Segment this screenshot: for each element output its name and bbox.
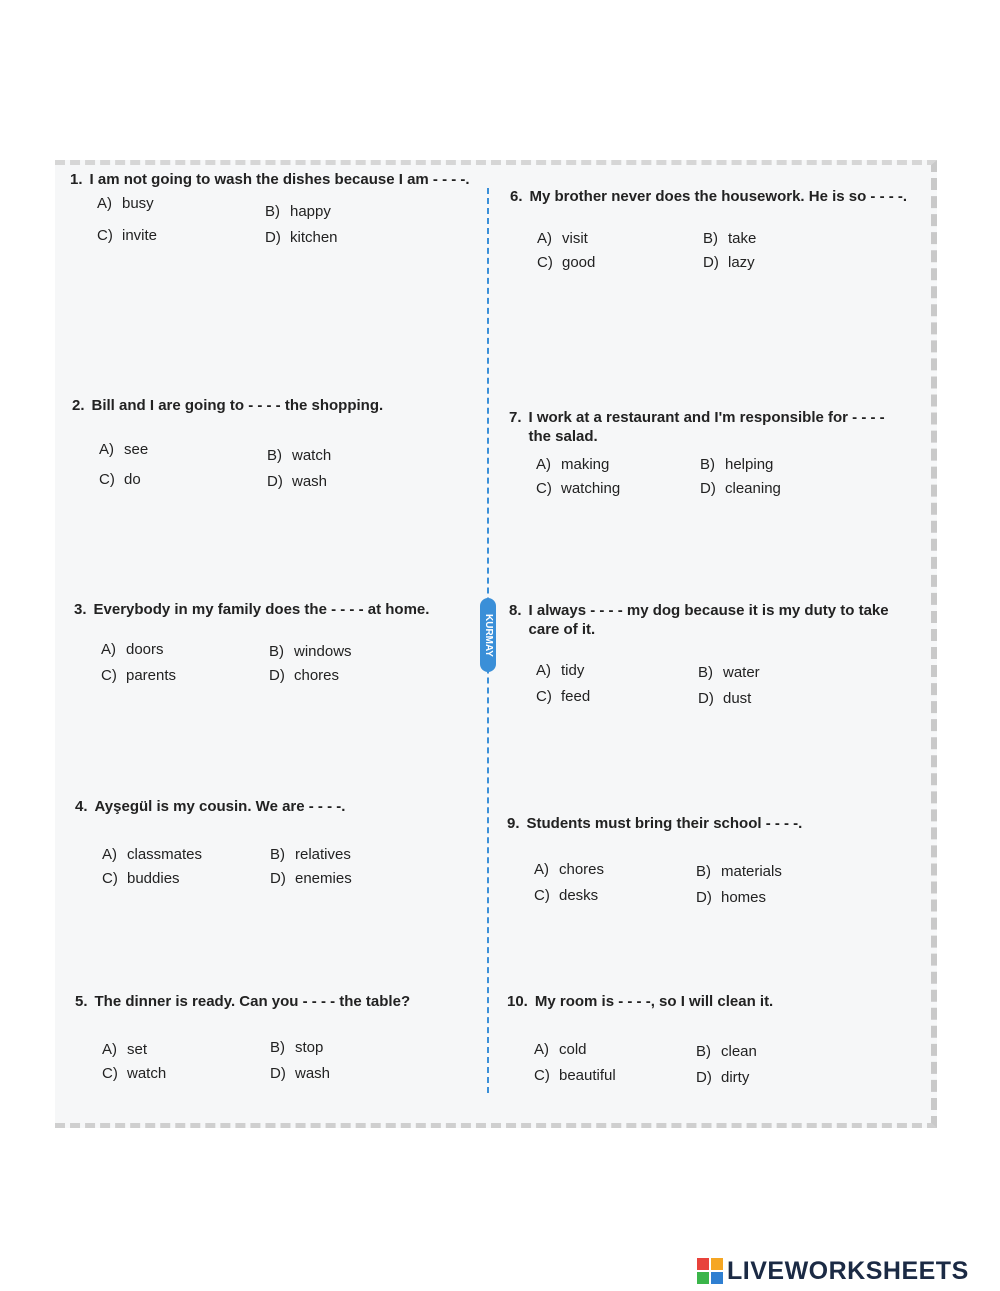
option-a[interactable]: A) visit — [537, 230, 588, 247]
option-d[interactable]: D) dirty — [696, 1069, 750, 1086]
option-c[interactable]: C) desks — [534, 887, 599, 904]
option-b[interactable]: B) happy — [265, 203, 331, 220]
option-d[interactable]: D) dust — [698, 690, 752, 707]
question-number: 5. — [75, 993, 88, 1010]
question-stem: Ayşegül is my cousin. We are - - - -. — [94, 798, 346, 815]
option-d[interactable]: D) wash — [267, 473, 328, 490]
question-number: 6. — [510, 188, 523, 205]
option-c[interactable]: C) beautiful — [534, 1067, 616, 1084]
question-number: 2. — [72, 397, 85, 414]
question-stem: Bill and I are going to - - - - the shopping. — [91, 397, 384, 414]
option-b[interactable]: B) take — [703, 230, 757, 247]
question-stem: I am not going to wash the dishes because I am - - - -. — [89, 171, 470, 188]
question-6 — [510, 187, 910, 272]
question-stem: I work at a restaurant and I'm responsible for - - - - the salad. — [528, 409, 885, 445]
option-b[interactable]: B) windows — [269, 643, 352, 660]
question-number: 7. — [509, 409, 522, 426]
option-c[interactable]: C) parents — [101, 667, 177, 684]
option-d[interactable]: D) chores — [269, 667, 340, 684]
question-stem: I always - - - - my dog because it is my duty to take care of it. — [528, 602, 889, 638]
option-b[interactable]: B) helping — [700, 456, 774, 473]
option-a[interactable]: A) doors — [101, 641, 164, 658]
liveworksheets-logo — [697, 1257, 969, 1285]
question-3 — [74, 600, 474, 685]
question-number: 4. — [75, 798, 88, 815]
option-d[interactable]: D) lazy — [703, 254, 755, 271]
question-number: 10. — [507, 993, 528, 1010]
question-number: 9. — [507, 815, 520, 832]
question-2 — [72, 396, 462, 491]
question-stem: Everybody in my family does the - - - - at home. — [93, 601, 430, 618]
option-d[interactable]: D) cleaning — [700, 480, 781, 497]
option-d[interactable]: D) kitchen — [265, 229, 338, 246]
option-c[interactable]: C) watch — [102, 1065, 167, 1082]
option-b[interactable]: B) clean — [696, 1043, 757, 1060]
option-a[interactable]: A) chores — [534, 861, 605, 878]
question-9 — [507, 814, 899, 907]
option-a[interactable]: A) making — [536, 456, 610, 473]
option-c[interactable]: C) watching — [536, 480, 621, 497]
question-7 — [509, 408, 901, 498]
option-b[interactable]: B) water — [698, 664, 760, 681]
question-8 — [509, 601, 901, 708]
logo-blocks-icon — [697, 1258, 723, 1284]
question-number: 3. — [74, 601, 87, 618]
question-4 — [75, 797, 465, 888]
option-c[interactable]: C) invite — [97, 227, 158, 244]
question-10 — [507, 992, 899, 1087]
publisher-logo: KURMAY — [480, 598, 496, 672]
option-c[interactable]: C) good — [537, 254, 596, 271]
question-stem: The dinner is ready. Can you - - - - the table? — [94, 993, 411, 1010]
question-number: 1. — [70, 171, 83, 188]
option-a[interactable]: A) see — [99, 441, 149, 458]
question-stem: Students must bring their school - - - -. — [526, 815, 803, 832]
option-b[interactable]: B) materials — [696, 863, 782, 880]
option-b[interactable]: B) stop — [270, 1039, 324, 1056]
option-d[interactable]: D) wash — [270, 1065, 331, 1082]
option-b[interactable]: B) relatives — [270, 846, 351, 863]
option-d[interactable]: D) enemies — [270, 870, 352, 887]
question-number: 8. — [509, 602, 522, 619]
option-a[interactable]: A) classmates — [102, 846, 203, 863]
option-a[interactable]: A) set — [102, 1041, 148, 1058]
question-stem: My brother never does the housework. He is so - - - -. — [529, 188, 908, 205]
option-a[interactable]: A) cold — [534, 1041, 587, 1058]
option-c[interactable]: C) feed — [536, 688, 591, 705]
option-d[interactable]: D) homes — [696, 889, 767, 906]
question-1 — [70, 170, 475, 247]
option-c[interactable]: C) buddies — [102, 870, 180, 887]
logo-text: LIVEWORKSHEETS — [727, 1256, 969, 1285]
option-a[interactable]: A) tidy — [536, 662, 585, 679]
option-a[interactable]: A) busy — [97, 195, 154, 212]
question-stem: My room is - - - -, so I will clean it. — [534, 993, 774, 1010]
option-c[interactable]: C) do — [99, 471, 141, 488]
option-b[interactable]: B) watch — [267, 447, 332, 464]
question-5 — [75, 992, 475, 1083]
